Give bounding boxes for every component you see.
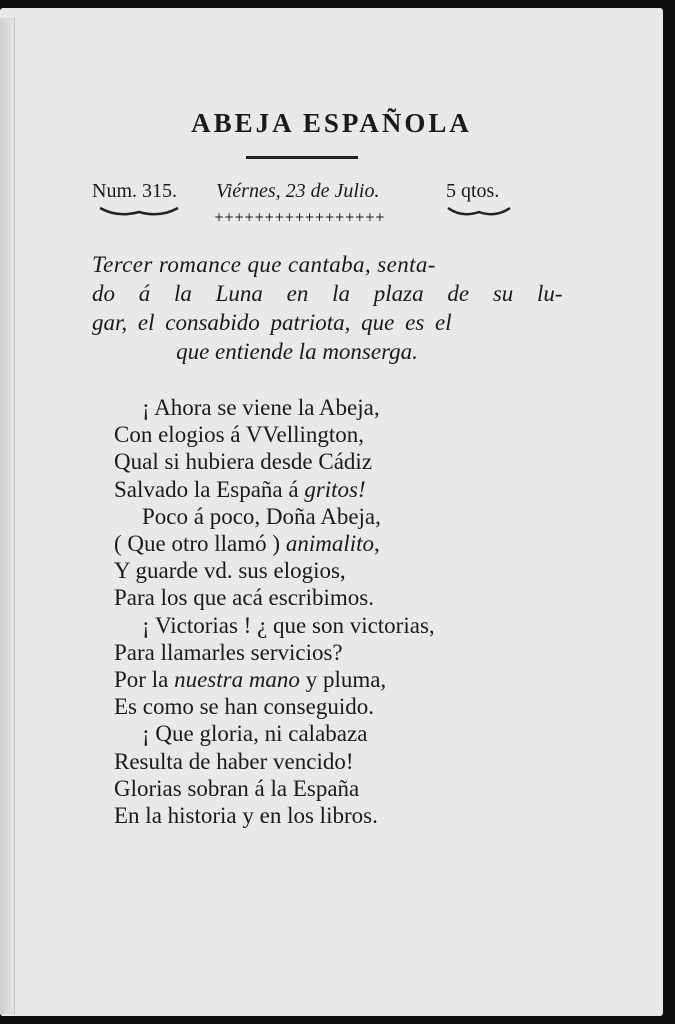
poem-line: ¡ Que gloria, ni calabaza	[142, 721, 368, 747]
poem-line: ¡ Ahora se viene la Abeja,	[142, 395, 380, 420]
poem-line: Para llamarles servicios?	[114, 639, 343, 665]
poem-line: Para los que acá escribimos.	[114, 585, 374, 611]
left-ornament-icon	[98, 204, 180, 218]
poem-line: Resulta de haber vencido!	[114, 748, 354, 774]
poem-line: En la historia y en los libros.	[114, 803, 378, 829]
poem-line: Salvado la España á gritos!	[114, 476, 366, 502]
poem-body	[114, 394, 534, 829]
poem-line: Qual si hubiera desde Cádiz	[114, 449, 373, 475]
issue-date: Viérnes, 23 de Julio.	[216, 180, 380, 202]
page-title: ABEJA ESPAÑOLA	[191, 108, 472, 138]
intro-line: gar, el consabido patriota, que es el	[92, 310, 452, 335]
intro-line: Tercer romance que cantaba, senta-	[92, 252, 436, 277]
intro-line: do á la Luna en la plaza de su lu-	[92, 281, 563, 306]
intro-line: que entiende la monserga.	[176, 339, 418, 364]
book-page	[0, 8, 663, 1016]
poem-line: Poco á poco, Doña Abeja,	[142, 503, 381, 529]
poem-line: ( Que otro llamó ) animalito,	[114, 531, 380, 557]
poem-line: Por la nuestra mano y pluma,	[114, 667, 387, 693]
poem-line: Con elogios á VVellington,	[114, 422, 365, 448]
poem-line: Es como se han conseguido.	[114, 694, 374, 720]
poem-line: ¡ Victorias ! ¿ que son victorias,	[142, 612, 435, 638]
issue-number: Num. 315.	[92, 180, 177, 202]
right-ornament-icon	[446, 204, 512, 218]
title-rule	[246, 156, 358, 159]
poem-line: Glorias sobran á la España	[114, 775, 360, 801]
poem-line: Y guarde vd. sus elogios,	[114, 558, 346, 584]
page-leaf-edge	[0, 18, 15, 1014]
divider-stars: +++++++++++++++++	[214, 210, 385, 224]
intro-paragraph	[92, 250, 563, 366]
issue-price: 5 qtos.	[446, 180, 500, 202]
